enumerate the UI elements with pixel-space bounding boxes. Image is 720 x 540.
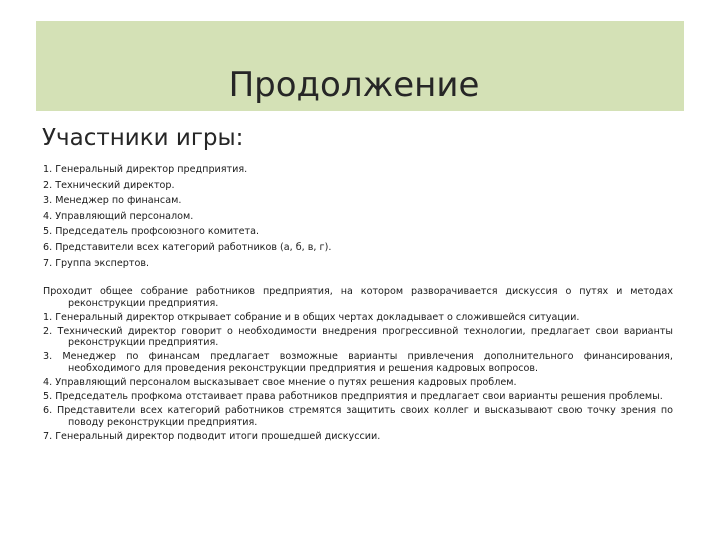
participant-item: 7. Группа экспертов. [43,257,150,269]
participant-item: 5. Председатель профсоюзного комитета. [43,226,260,238]
description-paragraph: 6. Представители всех категорий работников стремятся защитить своих коллег и высказывают свою точку зрения по поводу реконструкции предприятия. [43,405,673,428]
description-paragraph: 7. Генеральный директор подводит итоги прошедшей дискуссии. [43,431,381,443]
participants-list [43,162,331,271]
participant-item: 4. Управляющий персоналом. [43,210,194,222]
description-paragraph: 5. Председатель профкома отстаивает права работников предприятия и предлагает свои варианты решения проблемы. [43,391,663,403]
participant-item: 2. Технический директор. [43,179,175,191]
slide-title: Продолжение [228,65,480,105]
description-paragraph: 1. Генеральный директор открывает собрание и в общих чертах докладывает о сложившейся ситуации. [43,311,580,323]
participant-item: 1. Генеральный директор предприятия. [43,164,248,175]
scenario-description [43,286,673,445]
description-paragraph: 2. Технический директор говорит о необходимости внедрения прогрессивной технологии, предлагает свои варианты реконструкции предприятия. [43,325,673,349]
description-paragraph: Проходит общее собрание работников предприятия, на котором разворачивается дискуссия о путях и методах реконструкции предприятия. [43,286,673,309]
description-paragraph: 3. Менеджер по финансам предлагает возможные варианты привлечения дополнительного финансирования, необходимого для проведения реконструкции предприятия и решения кадровых вопросов. [43,351,673,375]
participant-item: 3. Менеджер по финансам. [43,195,182,207]
description-paragraph: 4. Управляющий персоналом высказывает свое мнение о путях решения кадровых проблем. [43,377,517,389]
slide-subtitle: Участники игры: [42,125,244,151]
participant-item: 6. Представители всех категорий работников (а, б, в, г). [43,241,332,253]
title-banner [36,21,684,111]
